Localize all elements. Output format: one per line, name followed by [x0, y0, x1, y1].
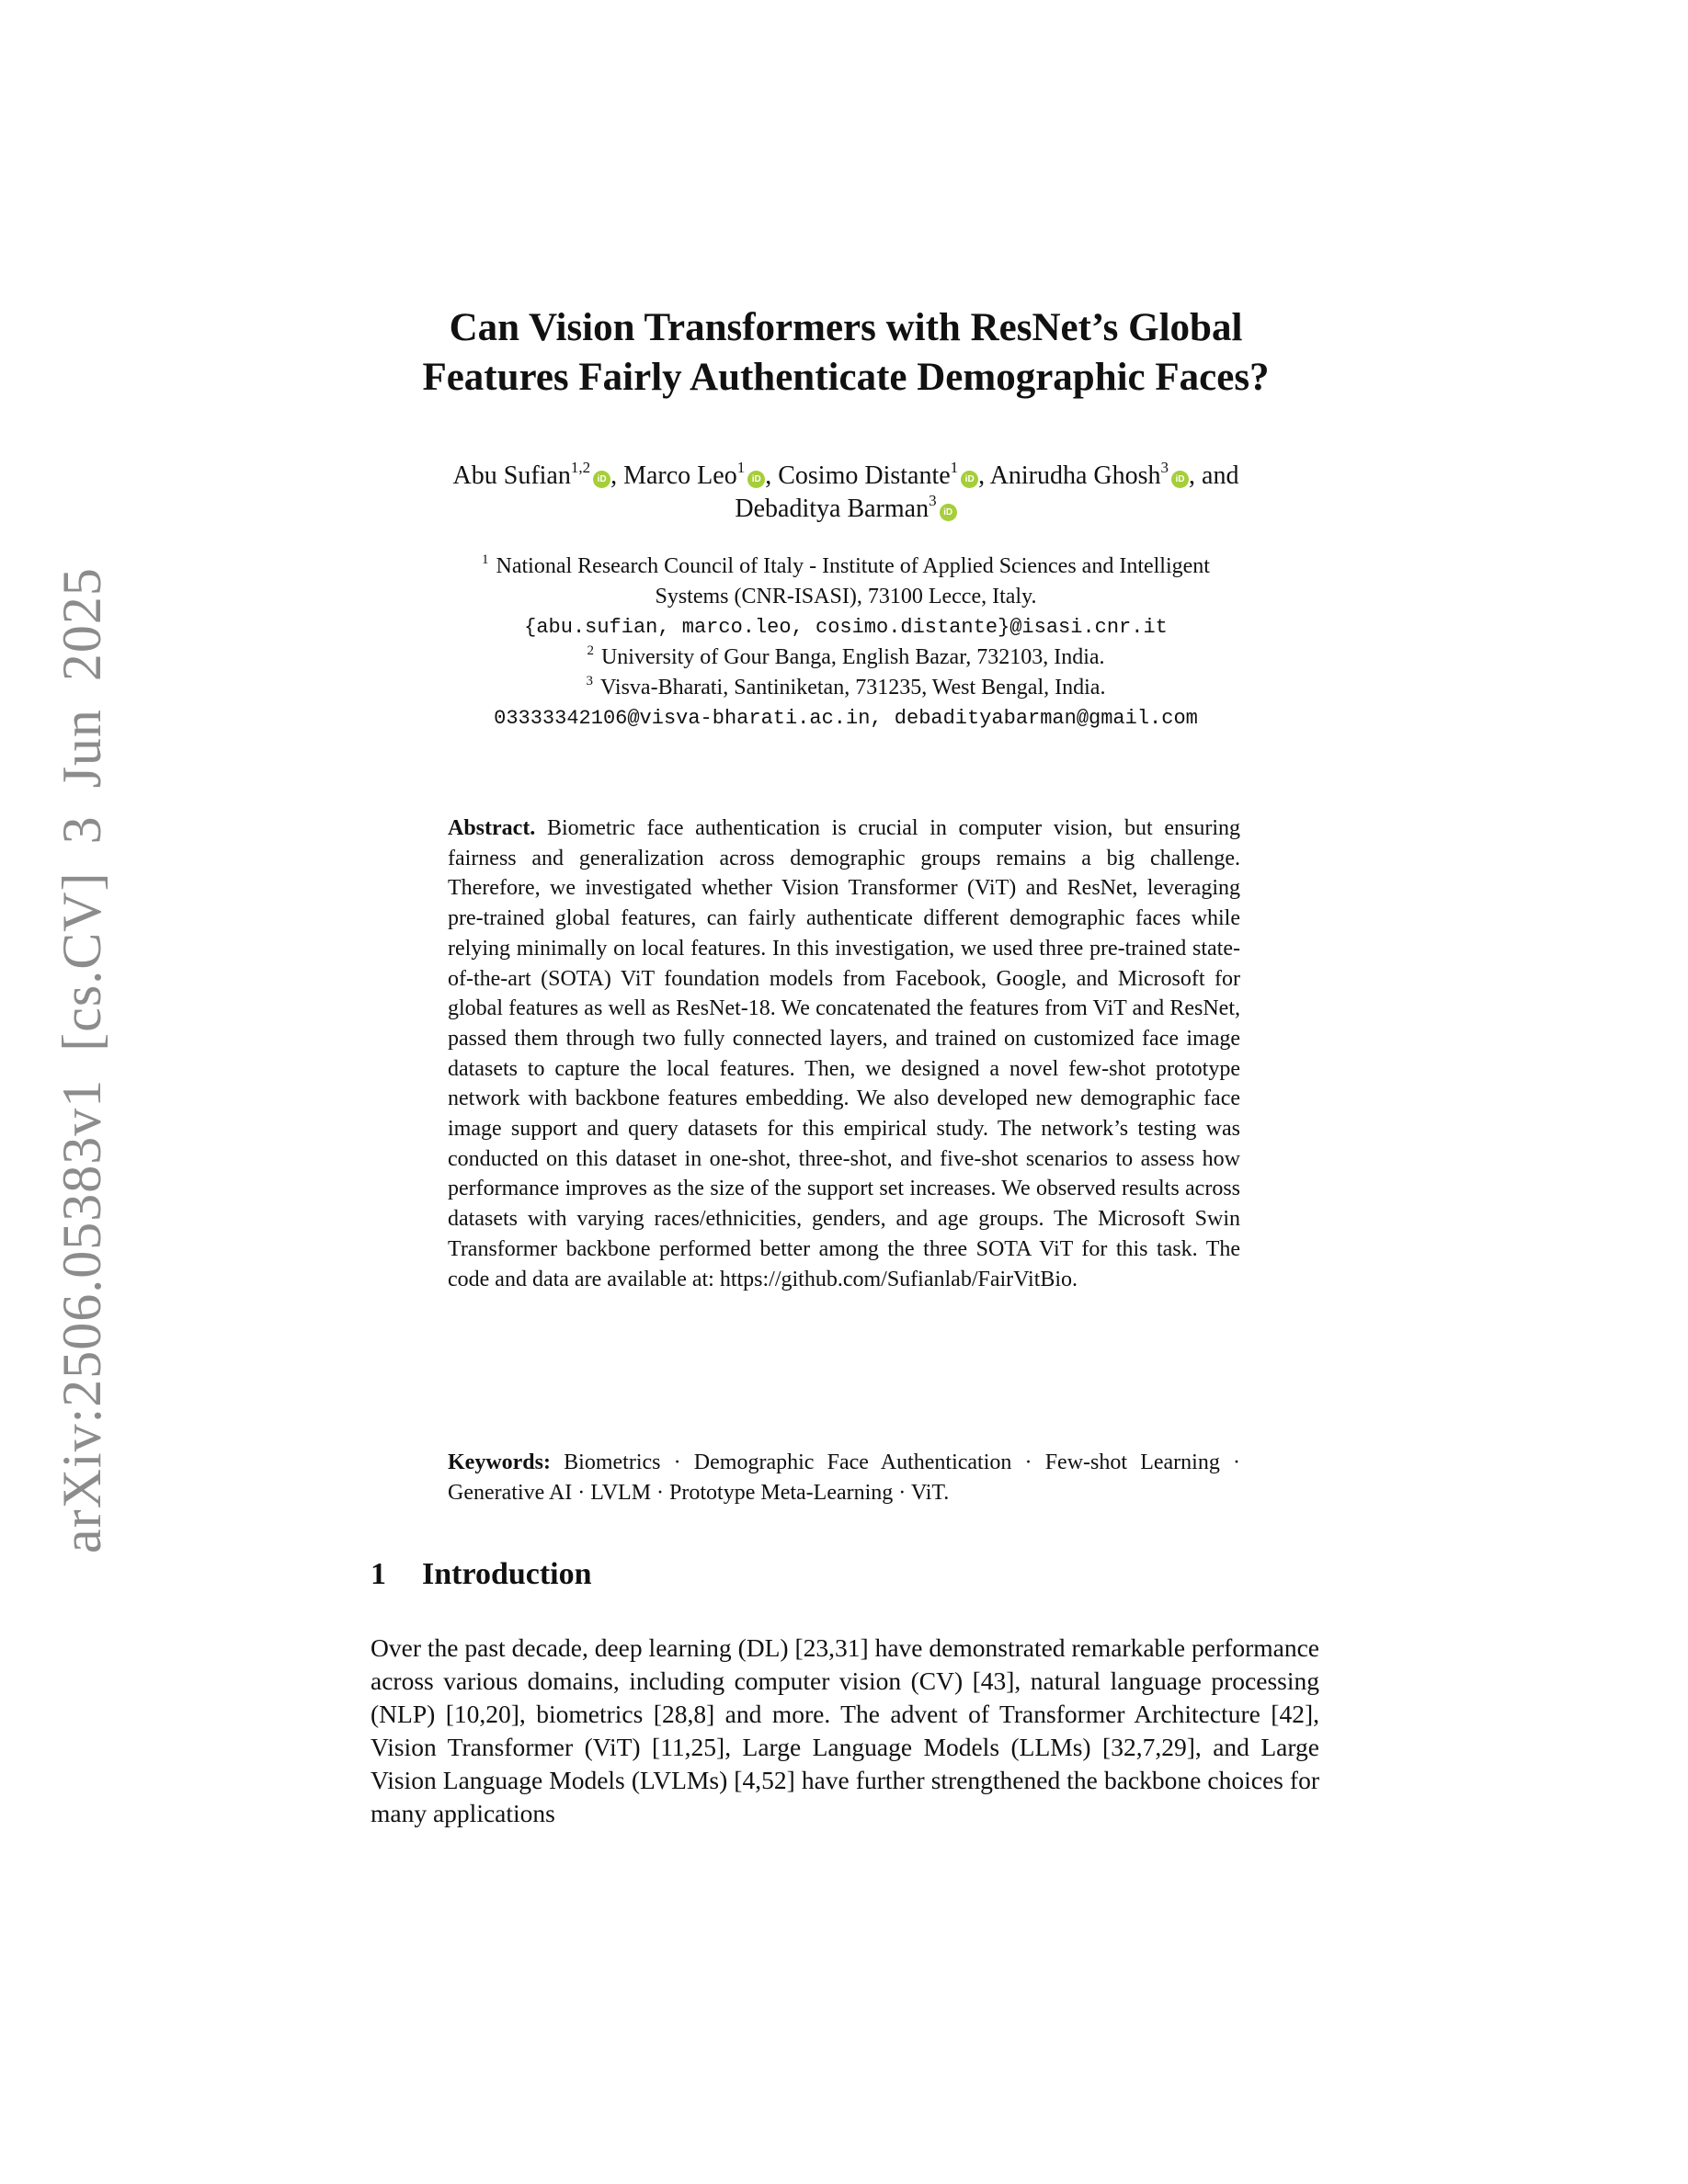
section-title: Introduction [422, 1557, 592, 1591]
author-affiliation-mark: 1 [736, 459, 746, 476]
orcid-icon[interactable]: iD [593, 471, 610, 488]
author-name: Debaditya Barman [735, 495, 930, 523]
author-list [331, 460, 1361, 526]
abstract [448, 813, 1240, 1294]
affiliation-3 [331, 673, 1361, 703]
title-line-2: Features Fairly Authenticate Demographic Faces? [422, 356, 1270, 399]
affiliation-1-email[interactable]: {abu.sufian, marco.leo, cosimo.distante}@isasi.cnr.it [524, 616, 1168, 639]
arxiv-identifier: arXiv:2506.05383v1 [cs.CV] 3 Jun 2025 [51, 567, 112, 1553]
keywords [448, 1448, 1240, 1507]
author-affiliation-mark: 1 [950, 459, 959, 476]
section-heading-introduction [371, 1557, 592, 1592]
keywords-label: Keywords: [448, 1450, 551, 1474]
title-line-1: Can Vision Transformers with ResNet’s Global [449, 306, 1243, 349]
affiliation-number: 3 [586, 674, 594, 688]
affiliation-3-email[interactable]: 03333342106@visva-bharati.ac.in, debadityabarman@gmail.com [494, 707, 1198, 730]
affiliation-text: National Research Council of Italy - Institute of Applied Sciences and Intelligent [496, 554, 1210, 578]
author-name: Marco Leo [623, 461, 737, 490]
keywords-text: Biometrics · Demographic Face Authentication · Few-shot Learning · Generative AI · LVLM · Prototype Meta-Learning · ViT. [448, 1450, 1240, 1505]
authors-line-1: Abu Sufian$^{1,2}$iD , Marco Leo$^1$iD , Cosimo Distante$^1$iD , Anirudha Ghosh$^3$iD , and [452, 459, 1239, 490]
authors-conjunction: , and [1189, 461, 1239, 490]
affiliation-1-line-2: Systems (CNR-ISASI), 73100 Lecce, Italy. [655, 585, 1037, 609]
affiliations [331, 552, 1361, 734]
orcid-icon[interactable]: iD [1171, 471, 1189, 488]
introduction-paragraph: Over the past decade, deep learning (DL) [23,31] have demonstrated remarkable performance across various domains, including computer vision (CV) [43], natural language processing (NLP) [10,20], biometrics [28,8] and more. The advent of Transformer Architecture [42], Vision Transformer (ViT) [11,25], Large Language Models (LLMs) [32,7,29], and Large Vision Language Models (LVLMs) [4,52] have further strengthened the backbone choices for many applications [371, 1633, 1319, 1827]
author-affiliation-mark: 3 [929, 492, 937, 509]
author-affiliation-mark: 1,2 [570, 459, 591, 476]
author-name: Cosimo Distante [778, 461, 951, 490]
authors-line-2 [331, 493, 1361, 526]
author-name: Anirudha Ghosh [989, 461, 1161, 490]
affiliation-number: 2 [587, 643, 594, 658]
orcid-icon[interactable]: iD [940, 504, 957, 521]
section-number: 1 [371, 1557, 386, 1591]
affiliation-2 [331, 643, 1361, 673]
affiliation-text: University of Gour Banga, English Bazar, 732103, India. [600, 645, 1105, 669]
abstract-label: Abstract. [448, 816, 536, 840]
orcid-icon[interactable]: iD [961, 471, 978, 488]
affiliation-text: Visva-Bharati, Santiniketan, 731235, West Bengal, India. [600, 676, 1106, 700]
affiliation-number: 1 [482, 552, 489, 567]
abstract-text: Biometric face authentication is crucial in computer vision, but ensuring fairness and generalization across demographic groups remains a big challenge. Therefore, we investigated whether Vision Transformer (ViT) and ResNet, leveraging pre-trained global features, can fairly authenticate different demographic faces while relying minimally on local features. In this investigation, we used three pre-trained state-of-the-art (SOTA) ViT foundation models from Facebook, Google, and Microsoft for global features as well as ResNet-18. We concatenated the features from ViT and ResNet, passed them through two fully connected layers, and trained on customized face image datasets to capture the local features. Then, we designed a novel few-shot prototype network with backbone features embedding. We also developed new demographic face image support and query datasets for this empirical study. The network’s testing was conducted on this dataset in one-shot, three-shot, and five-shot scenarios to assess how performance improves as the size of the support set increases. We observed results across datasets with varying races/ethnicities, genders, and age groups. The Microsoft Swin Transformer backbone performed better among the three SOTA ViT for this task. The code and data are available at: https://github.com/Sufianlab/FairVitBio. [448, 816, 1240, 1291]
affiliation-1-line-1 [331, 552, 1361, 582]
author-affiliation-mark: 3 [1160, 459, 1169, 476]
orcid-icon[interactable]: iD [747, 471, 765, 488]
author-name: Abu Sufian [452, 461, 571, 490]
paper-title [331, 303, 1361, 403]
